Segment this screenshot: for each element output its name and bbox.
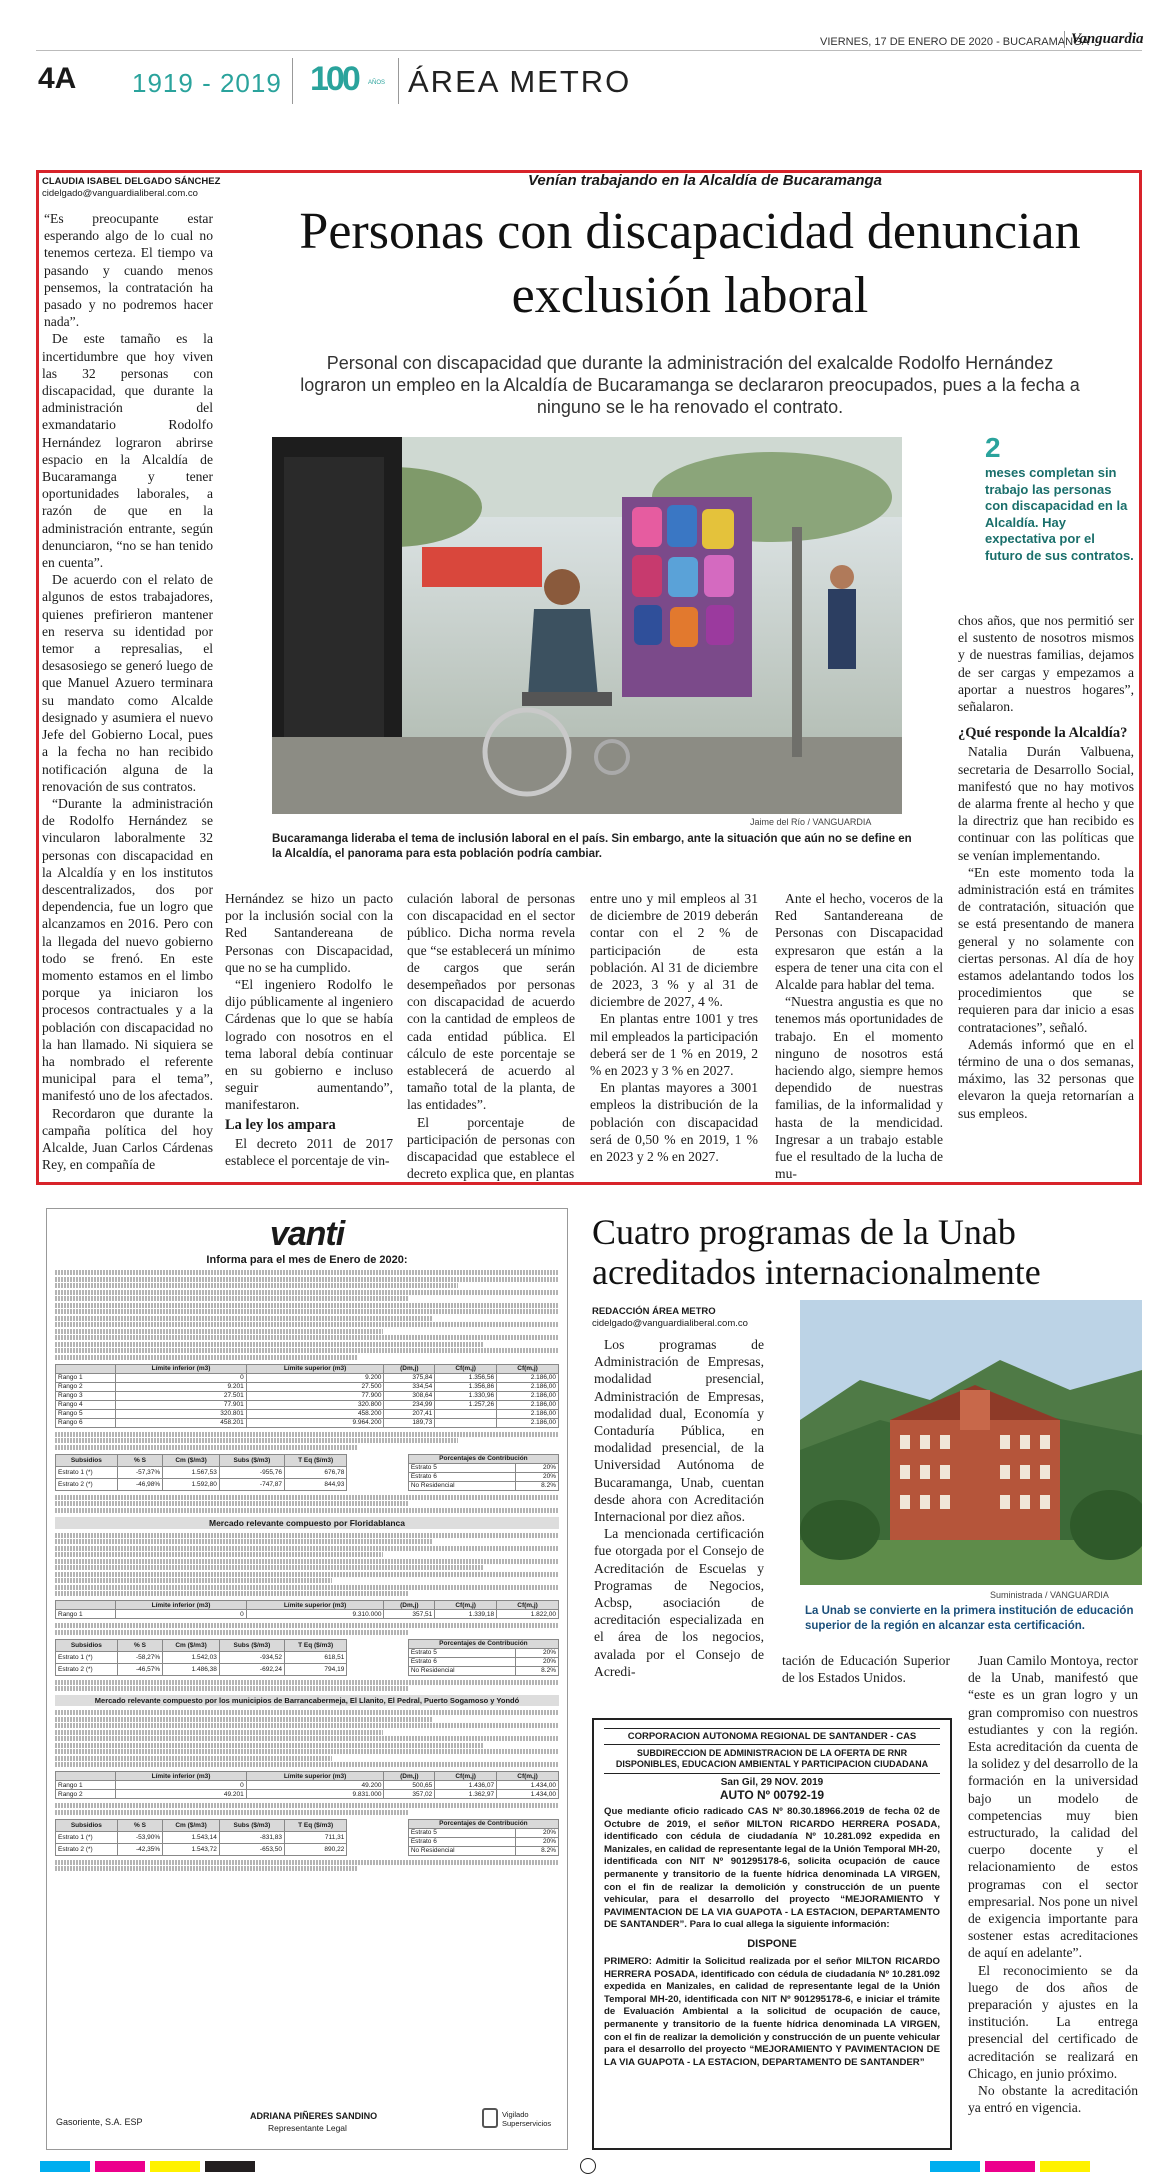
paragraph: De acuerdo con el relato de algunos de estos trabajadores, quienes prefirieron mantener en reserva su identidad por temor a represalias, el desasosiego se generó luego de que Manuel Azuero terminara su mandato como Alcalde designado y asumiera el nuevo Jefe del Gobierno Local, pues a la fecha no han recibido notificación alguna de la renovación de sus contratos. bbox=[42, 572, 213, 794]
supervision-seal-icon bbox=[482, 2108, 498, 2128]
lead-column-6 bbox=[958, 612, 1134, 1122]
paragraph: Natalia Durán Valbuena, secretaria de Desarrollo Social, manifestó que no hay motivos de alarma frente al hecho y que la directriz que han recibido es continuar con las políticas que se venían implementando. bbox=[958, 744, 1134, 863]
paragraph: La mencionada certificación fue otorgada por el Consejo de Acreditación de Escuelas y Programas de Negocios, Acbsp, asociación de acreditación especializada en el área de los negocios, avalada por el Consejo de Acredi- bbox=[594, 1526, 764, 1679]
paragraph: chos años, que nos permitió ser el sustento de nosotros mismos y de nuestras familias, dejamos de ser cargas y empezamos a aportar a nuestros hogares”, señalaron. bbox=[958, 613, 1134, 715]
page-number: 4A bbox=[38, 62, 77, 95]
color-swatch bbox=[930, 2161, 980, 2172]
vanti-logo: vanti bbox=[269, 1215, 345, 1253]
kicker: Venían trabajando en la Alcaldía de Bucaramanga bbox=[527, 172, 882, 189]
paragraph: El porcentaje de participación de personas con discapacidad que establece el decreto explica que, en plantas bbox=[407, 1114, 575, 1182]
paragraph: Recordaron que durante la campaña política del hoy Alcalde, Juan Carlos Cárdenas Rey, en compañía de bbox=[42, 1105, 213, 1173]
paragraph: De este tamaño es la incertidumbre que hoy viven las 32 personas con discapacidad, que durante la administración del exmandatario Rodolfo Hernández lograron abrirse espacio en la Alcaldía de Bucaramanga y tener oportunidades laborales, a razón de que en la administración entrante, según denunciaron, “no se han tenido en cuenta”. bbox=[42, 331, 213, 571]
paragraph: En plantas entre 1001 y tres mil empleados la participación deberá ser de 1 % en 2019, 2 % en 2023 y 3 % en 2027. bbox=[590, 1011, 758, 1079]
paragraph: No obstante la acreditación ya entró en vigencia. bbox=[968, 2083, 1138, 2116]
paragraph: culación laboral de personas con discapacidad en el sector público. Dicha norma revela que “se establecerá un mínimo de cargos que serán desempeñados por personas con discapacidad de acuerdo con la cantidad de empleos de cada entidad pública. El cálculo de este porcentaje se establecerá de acuerdo al tamaño total de la planta, de las entidades”. bbox=[407, 891, 575, 1113]
notice-title: CORPORACION AUTONOMA REGIONAL DE SANTANDER - CAS bbox=[604, 1728, 940, 1745]
anniversary-number: 100 bbox=[310, 60, 358, 98]
color-swatch bbox=[150, 2161, 200, 2172]
range-label: Rango 5 bbox=[56, 1409, 116, 1418]
stat-text: meses completan sin trabajo las personas con discapacidad en la Alcaldía. Hay expectativa por el futuro de sus contratos. bbox=[985, 465, 1134, 563]
anniversary-logo bbox=[310, 60, 390, 102]
paragraph: El decreto 2011 de 2017 establece el porcentaje de vin- bbox=[225, 1135, 393, 1169]
ad-company: Gasoriente, S.A. ESP bbox=[56, 2117, 143, 2127]
range-label: Rango 1 bbox=[56, 1373, 116, 1382]
unab-column-1 bbox=[594, 1336, 764, 1680]
paragraph: Hernández se hizo un pacto por la inclusión social con la Red Santandereana de Personas con Discapacidad, que no se ha cumplido. bbox=[225, 891, 393, 975]
wheelchair-vendor-photo bbox=[272, 437, 902, 814]
unab-campus-photo bbox=[800, 1300, 1142, 1585]
ranges-table: Límite inferior (m3) Límite superior (m3) (Dm,j) Cf(m,j) Cf(m,j) Rango 1 0 9.310.000 357,51 1.339,18 1.822,00 bbox=[55, 1600, 559, 1619]
paragraph: “El ingeniero Rodolfo le dijo públicamente al ingeniero Cárdenas que lo que se había logrado con nosotros en el tema laboral debía continuar en su gobierno e incluso seguir aumentando”, manifestaron. bbox=[225, 977, 393, 1113]
subsidies-table: Subsidios % S Cm ($/m3) Subs ($/m3) T Eq ($/m3) Estrato 1 (*) -57,37% 1.567,53 -955,76 676,78 Estrato 2 (*) -46,98% 1.592,80 -747,87 844,93 bbox=[55, 1454, 347, 1491]
pull-quote: “Es preocupante estar esperando algo de lo cual no tenemos certeza. El tiempo va pasando y cuando menos pensemos, la contratación ha pasado y no podremos hacer nada”. bbox=[44, 211, 213, 330]
byline-name: CLAUDIA ISABEL DELGADO SÁNCHEZ bbox=[42, 176, 221, 187]
header-divider bbox=[292, 58, 293, 104]
header-divider bbox=[398, 58, 399, 104]
subheading: La ley los ampara bbox=[225, 1116, 336, 1133]
dateline: VIERNES, 17 DE ENERO DE 2020 - BUCARAMANGA bbox=[820, 36, 1089, 48]
unab-photo-caption: La Unab se convierte en la primera institución de educación superior de la región en alcanzar esta certificación. bbox=[805, 1605, 1134, 1632]
notice-body: Que mediante oficio radicado CAS Nº 80.30.18966.2019 de fecha 02 de Octubre de 2019, el señor MILTON RICARDO HERRERA POSADA, identificado con cédula de ciudadanía Nº 10.281.092 expedida en Manizales, en calidad de representante legal de la Unión Temporal MH-20, identificada con NIT Nº 901295178-6, solicita ocupación de cauce permanente y transitorio de la fuente hídrica denominada LA VIRGEN, con el fin de realizar la demolición y construcción de un puente vehicular, para el desarrollo del proyecto “MEJORAMIENTO Y PAVIMENTACION DE LA VIA GUAPOTA - LA ESTACION, DEPARTAMENTO DE SANTANDER”. Para lo cual allega la siguiente información: bbox=[604, 1806, 940, 1931]
paragraph: Ante el hecho, voceros de la Red Santandereana de Personas con Discapacidad expresaron que están a la espera de tener una cita con el Alcalde para hablar del tema. bbox=[775, 891, 943, 993]
headline: Personas con discapacidad denuncian exclusión laboral bbox=[299, 203, 1081, 324]
paragraph: tación de Educación Superior de los Estados Unidos. bbox=[782, 1653, 950, 1686]
ad-signer: ADRIANA PIÑERES SANDINO bbox=[250, 2111, 378, 2121]
notice-primero: PRIMERO: Admitir la Solicitud realizada por el señor MILTON RICARDO HERRERA POSADA, identificado con cédula de ciudadanía Nº 10.281.092 expedida en Manizales, en calidad de representante legal de la Unión Temporal MH-20, identificada con NIT Nº 901295178-6, e iniciar el trámite de Evaluación Ambiental a la solicitud de ocupación de cauce, permanente y transitorio de la fuente hídrica denominada LA VIRGEN, con el fin de realizar la demolición y construcción de un puente vehicular para el desarrollo del proyecto “MEJORAMIENTO Y PAVIMENTACION DE LA VIA GUAPOTA - LA ESTACION, DEPARTAMENTO DE SANTANDER” bbox=[604, 1955, 940, 2068]
ad-signer-role: Representante Legal bbox=[268, 2123, 347, 2133]
color-swatch bbox=[1040, 2161, 1090, 2172]
paragraph: En plantas mayores a 3001 empleos la distribución de la población con discapacidad será de 0,50 % en 2019, 1 % en 2023 y 2 % en 2027. bbox=[590, 1080, 758, 1165]
market-section-1: Mercado relevante compuesto por Floridablanca bbox=[55, 1517, 559, 1529]
paragraph: entre uno y mil empleos al 31 de diciembre de 2019 deberán contar con el 2 % de participación de esta población. Al 31 de diciembre de 2023, 3 % y al 31 de diciembre de 2027, 4 %. bbox=[590, 891, 758, 1010]
subsidies-table: Subsidios % S Cm ($/m3) Subs ($/m3) T Eq ($/m3) Estrato 1 (*) -53,90% 1.543,14 -831,83 711,31 Estrato 2 (*) -42,35% 1.543,72 -653,50 890,22 bbox=[55, 1819, 347, 1856]
supervision-seal: Vigilado Superservicios bbox=[502, 2110, 552, 2128]
byline-email: cidelgado@vanguardialiberal.com.co bbox=[42, 188, 198, 199]
contribution-table: Porcentajes de Contribución Estrato 5 20% Estrato 6 20% No Residencial 8.2% bbox=[408, 1819, 559, 1856]
photo-credit: Jaime del Río / VANGUARDIA bbox=[750, 817, 872, 827]
subheading: ¿Qué responde la Alcaldía? bbox=[958, 725, 1128, 742]
notice-subtitle: SUBDIRECCION DE ADMINISTRACION DE LA OFERTA DE RNR DISPONIBLES, EDUCACION AMBIENTAL Y PARTICIPACION CIUDADANA bbox=[615, 1748, 929, 1769]
range-label: Rango 4 bbox=[56, 1400, 116, 1409]
anniversary-word: AÑOS bbox=[368, 80, 386, 86]
range-label: Rango 3 bbox=[56, 1391, 116, 1400]
color-swatch bbox=[95, 2161, 145, 2172]
ad-title: Informa para el mes de Enero de 2020: bbox=[206, 1254, 408, 1266]
paragraph: “En este momento toda la administración está en trámites de contratación, situación que se está presentando de manera general y no solamente con ciertas personas. Al día de hoy estamos adelantando todos los procedimientos que se requieren para dar inicio a esas contrataciones”, señaló. bbox=[958, 864, 1134, 1035]
stat-number: 2 bbox=[985, 432, 1001, 463]
brand-logo: Vanguardia bbox=[1064, 31, 1144, 48]
paragraph: Además informó que en el término de una o dos semanas, máximo, las 32 personas que elevaron la queja retornarían a sus empleos. bbox=[958, 1036, 1134, 1121]
contribution-table: Porcentajes de Contribución Estrato 5 20% Estrato 6 20% No Residencial 8.2% bbox=[408, 1454, 559, 1491]
lead-column-1 bbox=[42, 210, 213, 1173]
header-rule bbox=[36, 50, 1142, 51]
photo-caption: Bucaramanga lideraba el tema de inclusión laboral en el país. Sin embargo, ante la situación que aún no se define en la Alcaldía, el panorama para esta población podría cambiar. bbox=[272, 833, 912, 860]
cas-notice bbox=[592, 1718, 952, 2150]
paragraph: “Durante la administración de Rodolfo Hernández se vincularon laboralmente 32 personas con discapacidad en la Alcaldía y en los institutos descentralizados, dos por dependencia, fue un logro que alcanzamos en 2016. Pero con la llegada del nuevo gobierno todo se frenó. En este momento estamos en el limbo porque ya iniciaron los procesos contractuales y a la población con discapacidad no la han llamado. Ni siquiera se ha nombrado el referente municipal para el tema”, manifestó uno de los afectados. bbox=[42, 795, 214, 1104]
unab-byline-name: REDACCIÓN ÁREA METRO bbox=[592, 1306, 716, 1317]
section-title: ÁREA METRO bbox=[408, 64, 632, 99]
lead-column-2 bbox=[225, 890, 393, 1169]
paragraph: Los programas de Administración de Empresas, modalidad presencial, Administración de Empresas, modalidad dual, Economía y Contaduría Pública, en modalidad presencial, de la Universidad Autónoma de Bucaramanga, Unab, cuentan desde ahora con Acreditación Internacional por diez años. bbox=[594, 1337, 764, 1525]
ranges-table: Límite inferior (m3) Límite superior (m3) (Dm,j) Cf(m,j) Cf(m,j) Rango 1 0 9.200 375,84 1.356,56 2.186,00 Rango 2 9.201 27.500 334,54 1.356,86 2.186,00 Rango 3 27.501 77.900 308,64 1.330,96 2.186,00 Rango 4 77.901 320.800 234,99 1.257,26 2.186,00 Rango 5 320.801 458.200 207,41 2.186,00 Rango 6 458.201 9.964.200 189,73 2.186,00 bbox=[55, 1364, 559, 1428]
color-swatch bbox=[985, 2161, 1035, 2172]
lead-column-3 bbox=[407, 890, 575, 1182]
market-section-2: Mercado relevante compuesto por los municipios de Barrancabermeja, El Llanito, El Pedral, Puerto Sogamoso y Yondó bbox=[55, 1695, 559, 1706]
notice-auto: AUTO Nº 00792-19 bbox=[719, 1788, 825, 1802]
range-label: Rango 2 bbox=[56, 1382, 116, 1391]
paragraph: Juan Camilo Montoya, rector de la Unab, manifestó que “este es un gran logro y un gran compromiso con nuestros estudiantes y con la región. Esta acreditación da cuenta de la solidez y del desarrollo de la formación en la universidad bajo un modelo de competencias muy bien estructurado, la calidad del cuerpo docente y el relacionamiento de estos programas con el sector empresarial. Nos pone un nivel de exigencia importante para sostener estas acreditaciones de aquí en adelante”. bbox=[968, 1653, 1138, 1961]
notice-date: San Gil, 29 NOV. 2019 bbox=[604, 1773, 940, 1788]
unab-column-3 bbox=[968, 1652, 1138, 2116]
deck: Personal con discapacidad que durante la administración del exalcalde Rodolfo Hernández lograron un empleo en la Alcaldía de Bucaramanga se declararon preocupados, pues a la fecha a ninguno se le ha renovado el contrato. bbox=[300, 353, 1080, 417]
years-label: 1919 - 2019 bbox=[132, 68, 282, 98]
lead-column-5 bbox=[775, 890, 943, 1182]
unab-column-2 bbox=[782, 1652, 950, 1686]
color-swatch bbox=[40, 2161, 90, 2172]
registration-mark-icon bbox=[580, 2158, 596, 2174]
ad-fine-print bbox=[55, 1270, 559, 1360]
lead-column-4 bbox=[590, 890, 758, 1165]
contribution-table: Porcentajes de Contribución Estrato 5 20% Estrato 6 20% No Residencial 8.2% bbox=[408, 1639, 559, 1676]
unab-headline: Cuatro programas de la Unab acreditados internacionalmente bbox=[592, 1212, 1041, 1292]
notice-dispone: DISPONE bbox=[747, 1937, 797, 1950]
unab-photo-credit: Suministrada / VANGUARDIA bbox=[990, 1590, 1109, 1600]
ranges-table: Límite inferior (m3) Límite superior (m3) (Dm,j) Cf(m,j) Cf(m,j) Rango 1 0 49.200 500,65 1.436,07 1.434,00 Rango 2 49.201 9.831.000 357,02 1.362,97 1.434,00 bbox=[55, 1771, 559, 1799]
range-label: Rango 6 bbox=[56, 1418, 116, 1427]
subsidies-table: Subsidios % S Cm ($/m3) Subs ($/m3) T Eq ($/m3) Estrato 1 (*) -58,27% 1.542,03 -934,52 618,51 Estrato 2 (*) -46,57% 1.486,38 -692,24 794,19 bbox=[55, 1639, 347, 1676]
color-swatch bbox=[205, 2161, 255, 2172]
paragraph: El reconocimiento se da luego de dos años de preparación y ajustes en la institución. La entrega presencial del certificado de acreditación se realizará en Chicago, en junio próximo. bbox=[968, 1962, 1138, 2081]
vanti-ad bbox=[46, 1208, 568, 2150]
paragraph: “Nuestra angustia es que no tenemos más oportunidades de trabajo. En el momento ninguno de nosotros está haciendo algo, siempre hemos dependido de nuestras familias, de la informalidad y hasta de la mendicidad. Ingresar a un trabajo estable fue el resultado de la lucha de mu- bbox=[775, 994, 943, 1182]
unab-byline-email: cidelgado@vanguardialiberal.com.co bbox=[592, 1318, 748, 1329]
